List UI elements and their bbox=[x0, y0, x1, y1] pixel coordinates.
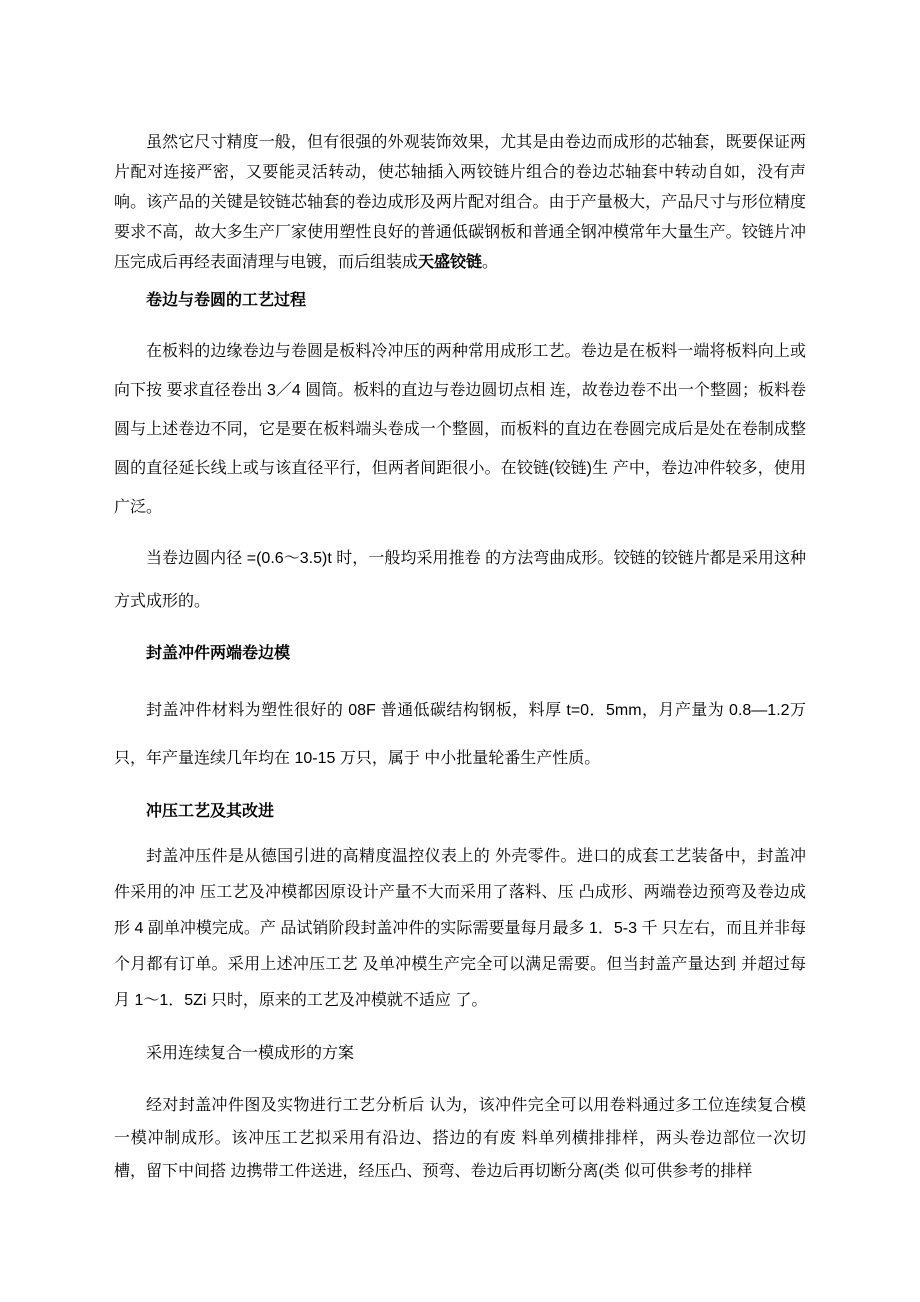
section-heading bbox=[114, 286, 806, 316]
paragraph bbox=[114, 537, 806, 623]
section-heading bbox=[114, 797, 806, 827]
section-heading-text: 卷边与卷圆的工艺过程 bbox=[146, 292, 307, 309]
keyword-bold-text: 天盛铰链 bbox=[418, 254, 483, 271]
section-heading-text: 封盖冲件两端卷边模 bbox=[146, 645, 291, 662]
paragraph bbox=[114, 839, 806, 1019]
paragraph bbox=[114, 687, 806, 783]
paragraph-text: 。 bbox=[482, 254, 499, 271]
paragraph-text: 在板料的边缘卷边与卷圆是板料冷冲压的两种常用成形工艺。卷边是在板料一端将板料向上或向下按 要求直径卷出 3／4 圆筒。板料的直边与卷边圆切点相 连，故卷边卷不出一个整圆；板料卷圆与上述卷边不同，它是要在板料端头卷成一个整圆，而板料的直边在卷圆完成后是处在卷制成整圆的直径延长线上或与该直径平行，但两者间距很小。在铰链(铰链)生 产中，卷边冲件较多，使用广泛。 bbox=[114, 343, 806, 516]
paragraph bbox=[114, 1089, 806, 1188]
paragraph-text: 经对封盖冲件图及实物进行工艺分析后 认为，该冲件完全可以用卷料通过多工位连续复合模 一模冲制成形。该冲压工艺拟采用有沿边、搭边的有废 料单列横排排样，两头卷边部位一次切槽，留下中间搭 边携带工件送进，经压凸、预弯、卷边后再切断分离(类 似可供参考的排样 bbox=[114, 1097, 806, 1180]
section-heading-text: 冲压工艺及其改进 bbox=[146, 803, 275, 820]
paragraph-text: 封盖冲件材料为塑性很好的 08F 普通低碳结构钢板，料厚 t=0．5mm，月产量为 0.8—1.2万只，年产量连续几年均在 10-15 万只，属于 中小批量轮番生产性质。 bbox=[114, 702, 806, 767]
paragraph bbox=[114, 128, 806, 278]
paragraph bbox=[114, 332, 806, 527]
paragraph-text: 当卷边圆内径 =(0.6～3.5)t 时，一般均采用推卷 的方法弯曲成形。铰链的铰链片都是采用这种方式成形的。 bbox=[114, 550, 806, 610]
paragraph-text: 封盖冲压件是从德国引进的高精度温控仪表上的 外壳零件。进口的成套工艺装备中，封盖冲件采用的冲 压工艺及冲模都因原设计产量不大而采用了落料、压 凸成形、两端卷边预弯及卷边成形 4 副单冲模完成。产 品试销阶段封盖冲件的实际需要量每月最多 1．5-3 千 只左右，而且并非每个月都有订单。采用上述冲压工艺 及单冲模生产完全可以满足需要。但当封盖产量达到 并超过每月 1～1．5Zi 只时，原来的工艺及冲模就不适应 了。 bbox=[114, 848, 806, 1009]
paragraph-text: 虽然它尺寸精度一般，但有很强的外观装饰效果，尤其是由卷边而成形的芯轴套，既要保证两片配对连接严密，又要能灵活转动，使芯轴插入两铰链片组合的卷边芯轴套中转动自如，没有声响。该产品的关键是铰链芯轴套的卷边成形及两片配对组合。由于产量极大，产品尺寸与形位精度要求不高，故大多生产厂家使用塑性良好的普通低碳钢板和普通全钢冲模常年大量生产。铰链片冲压完成后再经表面清理与电镀，而后组装成 bbox=[114, 134, 806, 271]
paragraph bbox=[114, 1039, 806, 1069]
paragraph-text: 采用连续复合一模成形的方案 bbox=[146, 1045, 355, 1062]
section-heading bbox=[114, 639, 806, 669]
